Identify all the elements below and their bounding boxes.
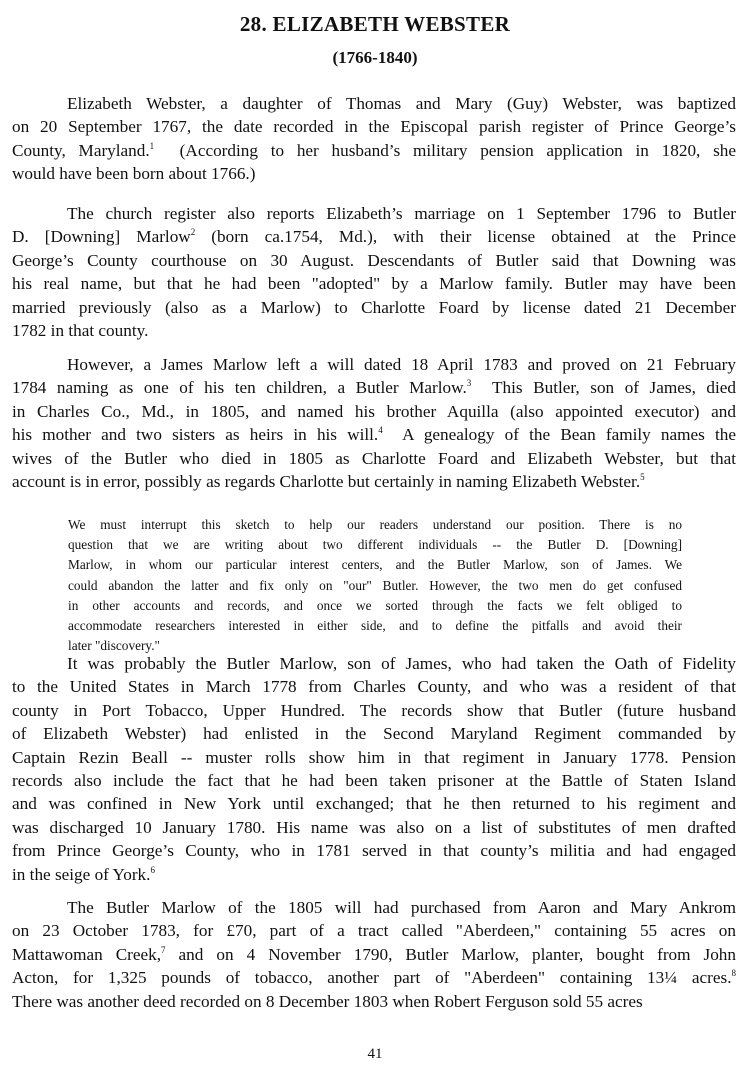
line-text: 1784 naming as one of his ten children, a Butler Marlow. [12,378,467,398]
text-line [12,162,736,185]
line-text: of Elizabeth Webster) had enlisted in the Second Maryland Regiment commanded by [12,724,736,744]
text-line [12,115,736,138]
footnote-marker: 2 [190,227,196,238]
line-text: from Prince George’s County, who in 1781 served in that county’s militia and had engaged [12,841,736,861]
line-text: D. [Downing] Marlow [12,227,191,247]
line-text: County, Maryland. [12,140,150,160]
note-line: We must interrupt this sketch to help our readers understand our position. There is no [68,517,682,532]
paragraph-military-service [12,652,736,886]
line-text: on 23 October 1783, for £70, part of a tract called "Aberdeen," containing 55 acres on [12,921,736,941]
line-text: There was another deed recorded on 8 December 1803 when Robert Ferguson sold 55 acres [12,991,643,1011]
line-text: in the seige of York. [12,864,151,884]
text-line [12,896,736,919]
text-line [12,746,736,769]
text-line [12,202,736,225]
line-text: Captain Rezin Beall -- muster rolls show him in that regiment in January 1778. Pension [12,747,736,767]
note-line: question that we are writing about two different individuals -- the Butler D. [Downing] [68,537,682,553]
life-dates: (1766-1840) [332,48,418,67]
text-line [12,722,736,745]
text-line [12,966,736,989]
line-text: George’s County courthouse on 30 August. Descendants of Butler said that Downing was [12,250,736,270]
line-text: to the United States in March 1778 from Charles County, and who was a resident of that [12,677,736,697]
line-text-continued: (born ca.1754, Md.), with their license obtained at the Prince [195,227,736,247]
page-title: 28. ELIZABETH WEBSTER [239,12,511,36]
line-text-continued: and on 4 November 1790, Butler Marlow, planter, bought from John [165,944,736,964]
text-line [12,470,736,493]
text-line [12,990,736,1013]
line-text: and was confined in New York until exchanged; that he then returned to his regiment and [12,794,736,814]
line-text: in Charles Co., Md., in 1805, and named his brother Aquilla (also appointed executor) and [12,401,736,421]
text-line [12,675,736,698]
text-line [12,447,736,470]
text-line [12,353,736,376]
text-line [12,139,736,162]
line-text: his mother and two sisters as heirs in his will. [12,425,379,445]
footnote-marker: 1 [149,140,155,151]
text-line [12,816,736,839]
line-text: Acton, for 1,325 pounds of tobacco, another part of "Aberdeen" containing 13¼ acres. [12,968,732,988]
line-text: The church register also reports Elizabeth’s marriage on 1 September 1796 to Butler [67,204,736,223]
text-line [12,839,736,862]
line-text: account is in error, possibly as regards Charlotte but certainly in naming Elizabeth Webster. [12,471,641,491]
line-text-continued: This Butler, son of James, died [471,378,737,398]
text-line [12,423,736,446]
text-line [12,296,736,319]
editorial-note [68,515,682,656]
line-text: It was probably the Butler Marlow, son of James, who had taken the Oath of Fidelity [67,654,736,673]
line-text: married previously (also as a Marlow) to Charlotte Foard by license dated 21 December [12,297,736,317]
footnote-marker: 3 [466,378,472,389]
text-line [12,863,736,886]
line-text: wives of the Butler who died in 1805 as Charlotte Foard and Elizabeth Webster, but that [12,448,736,468]
text-line [12,699,736,722]
line-text: records also include the fact that he had been taken prisoner at the Battle of Staten Island [12,770,736,790]
footnote-marker: 7 [161,944,166,955]
text-line [12,92,736,115]
paragraph-birth [12,92,736,186]
text-line [12,272,736,295]
footnote-marker: 5 [640,471,645,482]
footnote-marker: 8 [731,968,736,979]
text-line [12,400,736,423]
line-text: Elizabeth Webster, a daughter of Thomas and Mary (Guy) Webster, was baptized [67,94,736,113]
paragraph-james-marlow [12,353,736,493]
line-text: his real name, but that he had been "adopted" by a Marlow family. Butler may have been [12,274,736,294]
line-text: was discharged 10 January 1780. His name was also on a list of substitutes of men drafted [12,817,736,837]
line-text: would have been born about 1766.) [12,164,256,184]
line-text: The Butler Marlow of the 1805 will had purchased from Aaron and Mary Ankrom [67,898,736,917]
paragraph-marriage [12,202,736,342]
line-text: 1782 in that county. [12,320,149,340]
note-line: could abandon the latter and fix only on "our" Butler. However, the two men do get confused [68,577,682,593]
text-line [12,319,736,342]
text-line [12,249,736,272]
footnote-marker: 4 [378,425,383,436]
line-text: on 20 September 1767, the date recorded in the Episcopal parish register of Prince George’s [12,117,736,137]
line-text: However, a James Marlow left a will dated 18 April 1783 and proved on 21 February [67,355,736,374]
note-line: Marlow, in whom our particular interest centers, and the Butler Marlow, son of James. We [68,557,682,573]
paragraph-land-purchases [12,896,736,1013]
text-line [12,376,736,399]
text-line [12,919,736,942]
line-text: county in Port Tobacco, Upper Hundred. The records show that Butler (future husband [12,700,736,720]
note-line: accommodate researchers interested in either side, and to define the pitfalls and avoid their [68,617,682,633]
line-text-continued: A genealogy of the Bean family names the [382,425,737,445]
line-text-continued: (According to her husband’s military pension application in 1820, she [154,140,736,160]
text-line [12,769,736,792]
text-line [12,652,736,675]
footnote-marker: 6 [150,864,155,875]
page-number: 41 [367,1046,383,1062]
text-line [12,792,736,815]
text-line [12,225,736,248]
note-line: later "discovery." [68,638,160,654]
note-line: in other accounts and records, and once we sorted through the facts we felt obliged to [68,597,682,613]
text-line [12,943,736,966]
line-text: Mattawoman Creek, [12,944,162,964]
